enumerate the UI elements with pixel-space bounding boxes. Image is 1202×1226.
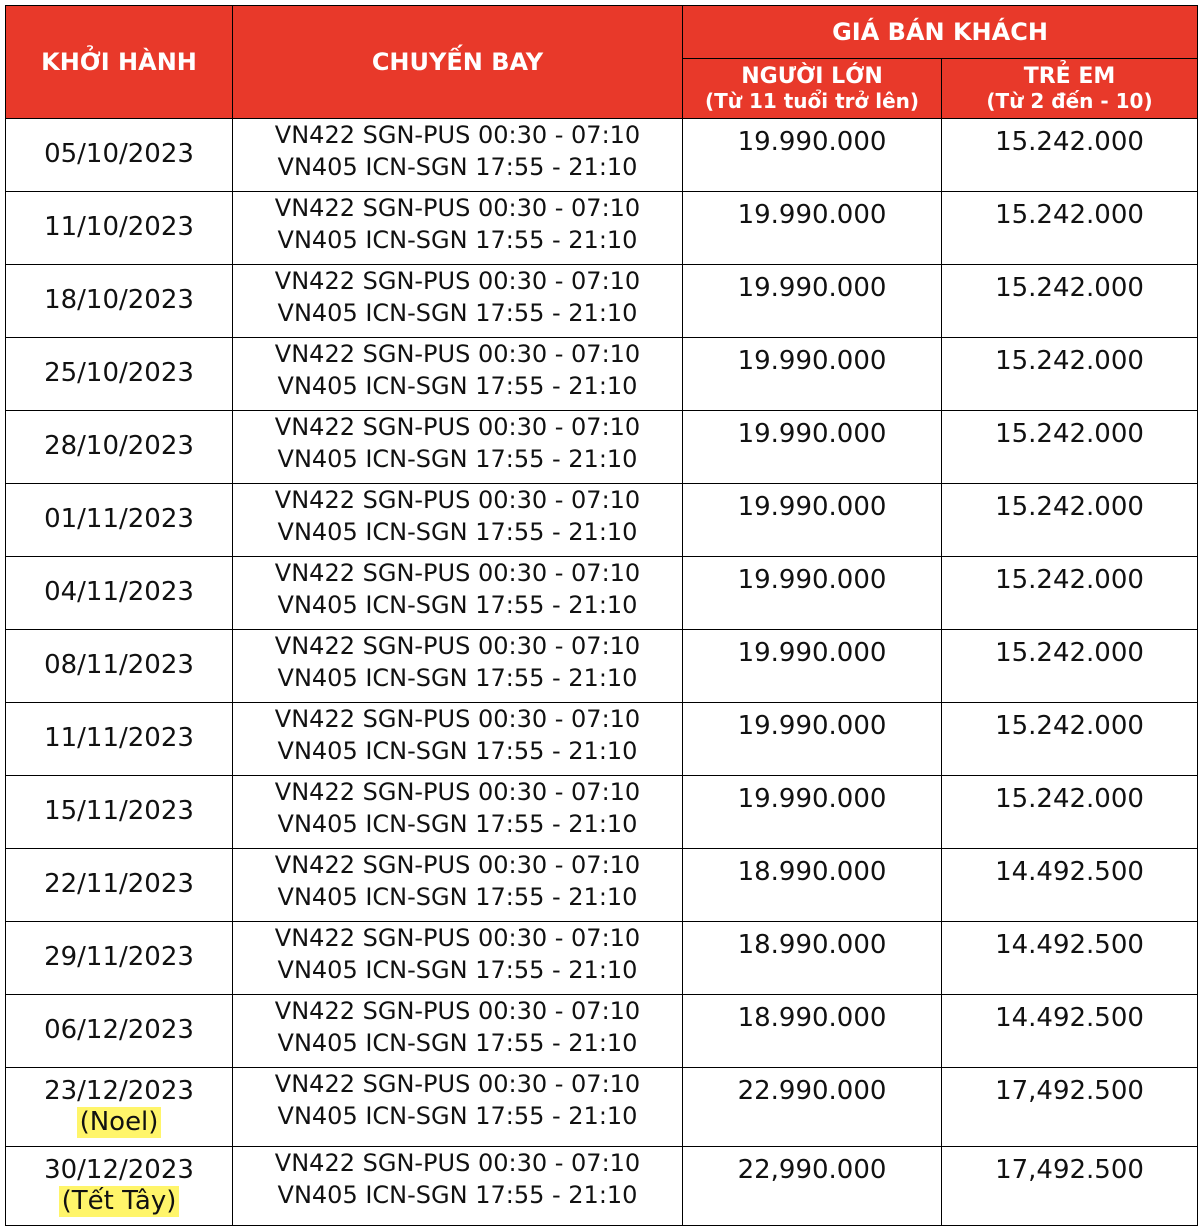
outbound-flight: VN422 SGN-PUS 00:30 - 07:10 xyxy=(274,194,641,222)
price-table xyxy=(5,5,1198,1226)
table-body xyxy=(6,119,1198,1226)
adult-price: 18.990.000 xyxy=(683,849,942,922)
departure-date-cell xyxy=(6,119,233,192)
return-flight: VN405 ICN-SGN 17:55 - 21:10 xyxy=(277,372,638,400)
adult-price: 19.990.000 xyxy=(683,776,942,849)
child-price: 14.492.500 xyxy=(942,849,1198,922)
outbound-flight: VN422 SGN-PUS 00:30 - 07:10 xyxy=(274,632,641,660)
departure-date: 06/12/2023 xyxy=(44,1015,194,1046)
adult-price: 19.990.000 xyxy=(683,119,942,192)
holiday-note: (Tết Tây) xyxy=(59,1186,180,1217)
adult-price: 19.990.000 xyxy=(683,411,942,484)
outbound-flight: VN422 SGN-PUS 00:30 - 07:10 xyxy=(274,1149,641,1177)
adult-price: 19.990.000 xyxy=(683,265,942,338)
header-price-group: GIÁ BÁN KHÁCH xyxy=(683,6,1198,59)
table-row xyxy=(6,119,1198,192)
holiday-note: (Noel) xyxy=(77,1107,162,1138)
child-price: 14.492.500 xyxy=(942,995,1198,1068)
table-row xyxy=(6,484,1198,557)
return-flight: VN405 ICN-SGN 17:55 - 21:10 xyxy=(277,1102,638,1130)
child-price: 15.242.000 xyxy=(942,557,1198,630)
header-departure: KHỞI HÀNH xyxy=(6,6,233,119)
outbound-flight: VN422 SGN-PUS 00:30 - 07:10 xyxy=(274,1070,641,1098)
flight-cell xyxy=(233,776,683,849)
outbound-flight: VN422 SGN-PUS 00:30 - 07:10 xyxy=(274,924,641,952)
outbound-flight: VN422 SGN-PUS 00:30 - 07:10 xyxy=(274,340,641,368)
return-flight: VN405 ICN-SGN 17:55 - 21:10 xyxy=(277,883,638,911)
return-flight: VN405 ICN-SGN 17:55 - 21:10 xyxy=(277,664,638,692)
adult-price: 19.990.000 xyxy=(683,703,942,776)
child-price: 15.242.000 xyxy=(942,192,1198,265)
departure-date-cell xyxy=(6,411,233,484)
departure-date-cell xyxy=(6,703,233,776)
return-flight: VN405 ICN-SGN 17:55 - 21:10 xyxy=(277,1029,638,1057)
departure-date-cell xyxy=(6,1068,233,1147)
child-price: 15.242.000 xyxy=(942,484,1198,557)
flight-cell xyxy=(233,557,683,630)
header-adult xyxy=(683,59,942,119)
departure-date-cell xyxy=(6,849,233,922)
table-row xyxy=(6,411,1198,484)
outbound-flight: VN422 SGN-PUS 00:30 - 07:10 xyxy=(274,559,641,587)
return-flight: VN405 ICN-SGN 17:55 - 21:10 xyxy=(277,810,638,838)
departure-date-cell xyxy=(6,192,233,265)
table-row xyxy=(6,192,1198,265)
departure-date: 29/11/2023 xyxy=(44,942,194,973)
departure-date-cell xyxy=(6,557,233,630)
departure-date: 05/10/2023 xyxy=(44,139,194,170)
departure-date: 25/10/2023 xyxy=(44,358,194,389)
outbound-flight: VN422 SGN-PUS 00:30 - 07:10 xyxy=(274,778,641,806)
flight-cell xyxy=(233,995,683,1068)
return-flight: VN405 ICN-SGN 17:55 - 21:10 xyxy=(277,445,638,473)
adult-price: 22.990.000 xyxy=(683,1068,942,1147)
header-flight: CHUYẾN BAY xyxy=(233,6,683,119)
table-row xyxy=(6,1147,1198,1226)
adult-price: 19.990.000 xyxy=(683,338,942,411)
departure-date: 22/11/2023 xyxy=(44,869,194,900)
child-price: 15.242.000 xyxy=(942,338,1198,411)
adult-price: 18.990.000 xyxy=(683,995,942,1068)
flight-cell xyxy=(233,411,683,484)
table-row xyxy=(6,630,1198,703)
adult-price: 19.990.000 xyxy=(683,557,942,630)
return-flight: VN405 ICN-SGN 17:55 - 21:10 xyxy=(277,956,638,984)
departure-date: 23/12/2023 xyxy=(44,1075,194,1106)
outbound-flight: VN422 SGN-PUS 00:30 - 07:10 xyxy=(274,851,641,879)
departure-date: 04/11/2023 xyxy=(44,577,194,608)
departure-date-cell xyxy=(6,338,233,411)
outbound-flight: VN422 SGN-PUS 00:30 - 07:10 xyxy=(274,486,641,514)
table-row xyxy=(6,1068,1198,1147)
flight-cell xyxy=(233,922,683,995)
header-adult-label: NGƯỜI LỚN xyxy=(741,64,883,90)
adult-price: 19.990.000 xyxy=(683,630,942,703)
table-row xyxy=(6,922,1198,995)
flight-cell xyxy=(233,338,683,411)
flight-cell xyxy=(233,1068,683,1147)
adult-price: 22,990.000 xyxy=(683,1147,942,1226)
child-price: 15.242.000 xyxy=(942,119,1198,192)
return-flight: VN405 ICN-SGN 17:55 - 21:10 xyxy=(277,299,638,327)
flight-cell xyxy=(233,1147,683,1226)
departure-date: 18/10/2023 xyxy=(44,285,194,316)
departure-date-cell xyxy=(6,1147,233,1226)
child-price: 15.242.000 xyxy=(942,411,1198,484)
flight-cell xyxy=(233,703,683,776)
table-row xyxy=(6,338,1198,411)
return-flight: VN405 ICN-SGN 17:55 - 21:10 xyxy=(277,591,638,619)
departure-date: 15/11/2023 xyxy=(44,796,194,827)
outbound-flight: VN422 SGN-PUS 00:30 - 07:10 xyxy=(274,267,641,295)
table-row xyxy=(6,849,1198,922)
departure-date-cell xyxy=(6,265,233,338)
flight-cell xyxy=(233,849,683,922)
adult-price: 19.990.000 xyxy=(683,484,942,557)
flight-cell xyxy=(233,484,683,557)
flight-cell xyxy=(233,119,683,192)
flight-cell xyxy=(233,192,683,265)
table-row xyxy=(6,265,1198,338)
flight-cell xyxy=(233,265,683,338)
departure-date-cell xyxy=(6,995,233,1068)
adult-price: 18.990.000 xyxy=(683,922,942,995)
table-row xyxy=(6,776,1198,849)
return-flight: VN405 ICN-SGN 17:55 - 21:10 xyxy=(277,737,638,765)
return-flight: VN405 ICN-SGN 17:55 - 21:10 xyxy=(277,518,638,546)
header-adult-note: (Từ 11 tuổi trở lên) xyxy=(704,88,920,113)
return-flight: VN405 ICN-SGN 17:55 - 21:10 xyxy=(277,153,638,181)
header-child-note: (Từ 2 đến - 10) xyxy=(986,88,1153,113)
child-price: 17,492.500 xyxy=(942,1147,1198,1226)
table-row xyxy=(6,557,1198,630)
child-price: 15.242.000 xyxy=(942,265,1198,338)
departure-date: 08/11/2023 xyxy=(44,650,194,681)
header-child-label: TRẺ EM xyxy=(1023,64,1116,90)
departure-date-cell xyxy=(6,922,233,995)
table-row xyxy=(6,703,1198,776)
return-flight: VN405 ICN-SGN 17:55 - 21:10 xyxy=(277,226,638,254)
departure-date: 01/11/2023 xyxy=(44,504,194,535)
header-child xyxy=(942,59,1198,119)
departure-date-cell xyxy=(6,484,233,557)
departure-date: 30/12/2023 xyxy=(44,1154,194,1185)
departure-date-cell xyxy=(6,776,233,849)
departure-date-cell xyxy=(6,630,233,703)
child-price: 15.242.000 xyxy=(942,703,1198,776)
departure-date: 28/10/2023 xyxy=(44,431,194,462)
outbound-flight: VN422 SGN-PUS 00:30 - 07:10 xyxy=(274,997,641,1025)
child-price: 15.242.000 xyxy=(942,776,1198,849)
table-row xyxy=(6,995,1198,1068)
outbound-flight: VN422 SGN-PUS 00:30 - 07:10 xyxy=(274,121,641,149)
departure-date: 11/11/2023 xyxy=(44,723,194,754)
adult-price: 19.990.000 xyxy=(683,192,942,265)
departure-date: 11/10/2023 xyxy=(44,212,194,243)
flight-cell xyxy=(233,630,683,703)
return-flight: VN405 ICN-SGN 17:55 - 21:10 xyxy=(277,1181,638,1209)
child-price: 15.242.000 xyxy=(942,630,1198,703)
outbound-flight: VN422 SGN-PUS 00:30 - 07:10 xyxy=(274,705,641,733)
child-price: 17,492.500 xyxy=(942,1068,1198,1147)
child-price: 14.492.500 xyxy=(942,922,1198,995)
outbound-flight: VN422 SGN-PUS 00:30 - 07:10 xyxy=(274,413,641,441)
